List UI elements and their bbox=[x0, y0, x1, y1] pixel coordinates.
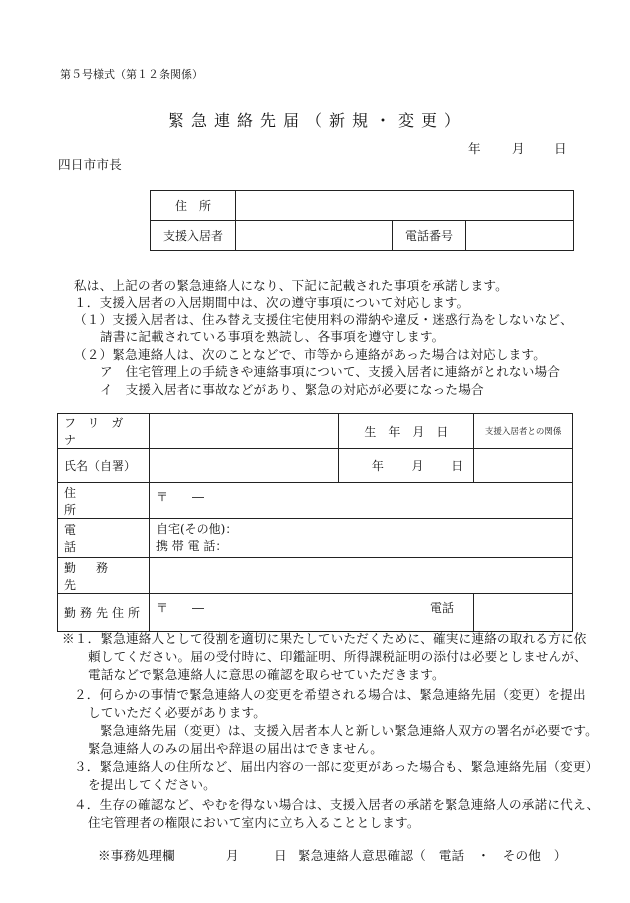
workplace-label-cell bbox=[58, 558, 150, 594]
resident-name-label: 支援入居者 bbox=[151, 221, 236, 251]
resident-name-field[interactable] bbox=[236, 221, 393, 251]
note-1-line-2: 頼してください。届の受付時に、印鑑証明、所得課税証明の添付は必要としませんが、 bbox=[88, 649, 587, 664]
phone-label-cell bbox=[58, 519, 150, 558]
date-day: 日 bbox=[554, 141, 567, 156]
note-2-line-1: ２．何らかの事情で緊急連絡人の変更を希望される場合は、緊急連絡先届（変更）を提出 bbox=[74, 687, 586, 702]
form-title: 緊急連絡先届（新規・変更） bbox=[168, 111, 468, 130]
consent-sub-2: （２）緊急連絡人は、次のことなどで、市等から連絡があった場合は対応します。 bbox=[74, 347, 546, 362]
work-phone-field[interactable] bbox=[474, 594, 573, 632]
work-address-label: 勤務先住所 bbox=[64, 606, 145, 620]
birth-month-label: 月 bbox=[411, 459, 424, 473]
consent-intro: 私は、上記の者の緊急連絡人になり、下記に記載された事項を承諾します。 bbox=[74, 278, 508, 293]
resident-address-field[interactable] bbox=[236, 191, 574, 221]
postal-mark: 〒 ― bbox=[155, 490, 204, 504]
office-month: 月 bbox=[226, 848, 239, 863]
note-3-line-2: を提出してください。 bbox=[88, 777, 216, 792]
mobile-phone-label: 携 帯 電 話： bbox=[155, 539, 228, 553]
furigana-label: フリガナ bbox=[58, 414, 150, 449]
office-confirm: 緊急連絡人意思確認（ 電話 ・ その他 ） bbox=[298, 848, 567, 863]
address-label-cell bbox=[58, 483, 150, 519]
address-field[interactable] bbox=[149, 483, 572, 519]
name-label: 氏名（自署） bbox=[58, 449, 150, 483]
resident-phone-label: 電話番号 bbox=[393, 221, 466, 251]
consent-sub-2-i: イ 支援入居者に事故などがあり、緊急の対応が必要になった場合 bbox=[100, 382, 484, 397]
consent-sub-1-cont: 請書に記載されている事項を熟読し、各事項を遵守します。 bbox=[100, 329, 445, 344]
work-address-label-cell bbox=[58, 594, 150, 632]
phone-label: 電話 bbox=[64, 523, 133, 554]
birthdate-field[interactable] bbox=[339, 449, 474, 483]
birth-day-label: 日 bbox=[451, 459, 464, 473]
note-4-line-1: ４．生存の確認など、やむを得ない場合は、支援入居者の承諾を緊急連絡人の承諾に代え、 bbox=[74, 797, 600, 812]
consent-item-1: １．支援入居者の入居期間中は、次の遵守事項について対応します。 bbox=[74, 295, 470, 310]
note-2-line-3: 緊急連絡先届（変更）は、支援入居者本人と新しい緊急連絡人双方の署名が必要です。 bbox=[100, 723, 598, 738]
furigana-field[interactable] bbox=[149, 414, 339, 449]
office-label: ※事務処理欄 bbox=[98, 848, 175, 863]
birth-year-label: 年 bbox=[371, 459, 384, 473]
form-number: 第５号様式（第１２条関係） bbox=[60, 68, 203, 81]
note-3-line-1: ３．緊急連絡人の住所など、届出内容の一部に変更があった場合も、緊急連絡先届（変更） bbox=[74, 759, 599, 774]
consent-sub-2-a: ア 住宅管理上の手続きや連絡事項について、支援入居者に連絡がとれない場合 bbox=[100, 364, 561, 379]
relation-header: 支援入居者との関係 bbox=[474, 414, 573, 449]
note-1-line-1: ※１．緊急連絡人として役割を適切に果たしていただくために、確実に連絡の取れる方に依 bbox=[62, 631, 587, 646]
birthdate-header: 生 年 月 日 bbox=[339, 414, 474, 449]
note-2-line-4: 緊急連絡人のみの届出や辞退の届出はできません。 bbox=[88, 741, 384, 756]
work-address-field[interactable] bbox=[149, 594, 473, 632]
workplace-field[interactable] bbox=[149, 558, 572, 594]
phone-field[interactable] bbox=[149, 519, 572, 558]
work-phone-label: 電話 bbox=[429, 601, 454, 615]
resident-table bbox=[150, 190, 574, 251]
date-month: 月 bbox=[512, 141, 525, 156]
address-label: 住所 bbox=[64, 485, 129, 517]
home-phone-label: 自宅(その他)： bbox=[155, 522, 238, 536]
work-postal-mark: 〒 ― bbox=[155, 601, 204, 615]
resident-phone-field[interactable] bbox=[466, 221, 574, 251]
workplace-label: 勤務先 bbox=[64, 560, 129, 592]
consent-sub-1: （１）支援入居者は、住み替え支援住宅使用料の滞納や違反・迷惑行為をしないなど、 bbox=[74, 312, 573, 327]
note-2-line-2: していただく必要があります。 bbox=[88, 705, 267, 720]
office-day: 日 bbox=[274, 848, 287, 863]
note-4-line-2: 住宅管理者の権限において室内に立ち入ることとします。 bbox=[88, 815, 420, 830]
note-1-line-3: 電話などで緊急連絡人に意思の確認を取らせていただきます。 bbox=[88, 667, 445, 682]
date-year: 年 bbox=[468, 141, 481, 156]
relation-field[interactable] bbox=[474, 449, 573, 483]
name-field[interactable] bbox=[149, 449, 339, 483]
resident-address-label: 住 所 bbox=[151, 191, 236, 221]
addressee: 四日市市長 bbox=[58, 157, 122, 172]
contact-table bbox=[57, 413, 573, 632]
